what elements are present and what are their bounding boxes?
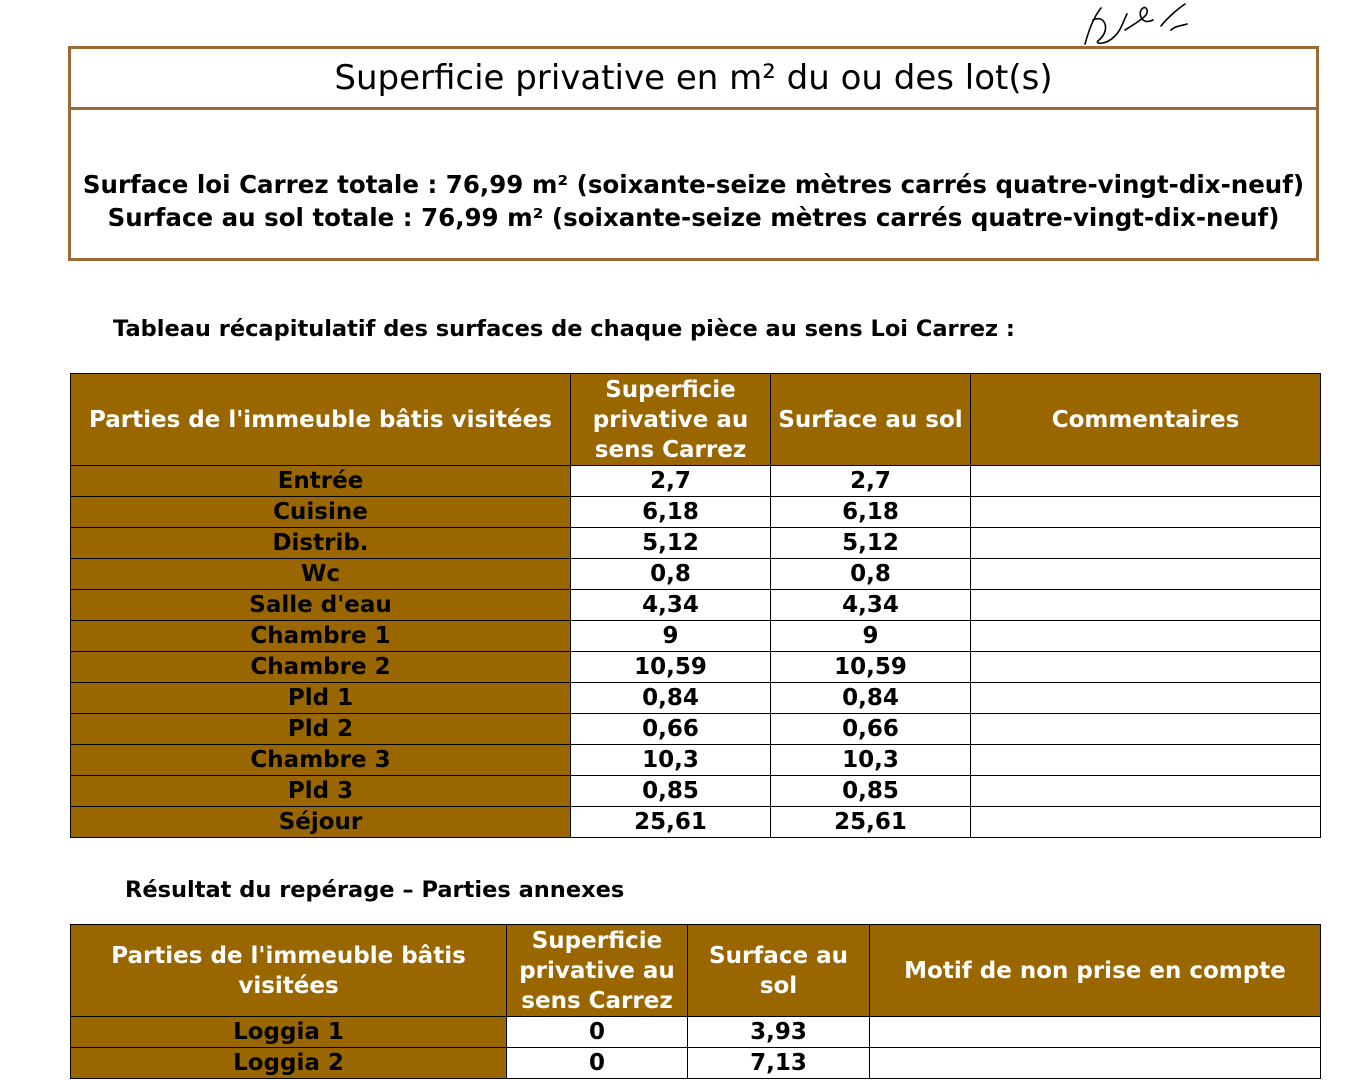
carrez-header-row (71, 374, 1321, 466)
room-name-cell: Wc (71, 559, 571, 590)
motif-cell (870, 1048, 1321, 1079)
carrez-cell: 0 (507, 1048, 688, 1079)
summary-body (71, 110, 1316, 234)
carrez-total-line: Surface loi Carrez totale : 76,99 m² (soixante-seize mètres carrés quatre-vingt-dix-neuf) (82, 170, 1305, 199)
table-row (71, 776, 1321, 807)
header-part: Parties de l'immeuble bâtis visitées (71, 925, 507, 1017)
header-part: Parties de l'immeuble bâtis visitées (71, 374, 571, 466)
comment-cell (971, 621, 1321, 652)
table-row (71, 590, 1321, 621)
carrez-cell: 0,8 (571, 559, 771, 590)
room-name-cell: Chambre 3 (71, 745, 571, 776)
header-carrez: Superficie privative au sens Carrez (571, 374, 771, 466)
comment-cell (971, 745, 1321, 776)
sol-cell: 6,18 (771, 497, 971, 528)
room-name-cell: Distrib. (71, 528, 571, 559)
table-row (71, 466, 1321, 497)
carrez-cell: 6,18 (571, 497, 771, 528)
header-sol: Surface au sol (771, 374, 971, 466)
room-name-cell: Loggia 1 (71, 1017, 507, 1048)
sol-cell: 4,34 (771, 590, 971, 621)
sol-cell: 2,7 (771, 466, 971, 497)
table-row (71, 807, 1321, 838)
carrez-cell: 0,66 (571, 714, 771, 745)
summary-box (68, 46, 1319, 261)
table-row (71, 1048, 1321, 1079)
comment-cell (971, 590, 1321, 621)
comment-cell (971, 497, 1321, 528)
table-row (71, 621, 1321, 652)
sol-cell: 25,61 (771, 807, 971, 838)
comment-cell (971, 683, 1321, 714)
sol-cell: 10,59 (771, 652, 971, 683)
room-name-cell: Chambre 2 (71, 652, 571, 683)
header-carrez: Superficie privative au sens Carrez (507, 925, 688, 1017)
carrez-table (70, 373, 1321, 838)
carrez-section-title: Tableau récapitulatif des surfaces de chaque pièce au sens Loi Carrez : (113, 316, 1015, 342)
table-row (71, 714, 1321, 745)
table-row (71, 745, 1321, 776)
comment-cell (971, 714, 1321, 745)
room-name-cell: Salle d'eau (71, 590, 571, 621)
annex-section-title: Résultat du repérage – Parties annexes (125, 877, 625, 903)
table-row (71, 683, 1321, 714)
comment-cell (971, 652, 1321, 683)
sol-cell: 0,8 (771, 559, 971, 590)
room-name-cell: Chambre 1 (71, 621, 571, 652)
sol-cell: 10,3 (771, 745, 971, 776)
comment-cell (971, 528, 1321, 559)
carrez-cell: 0 (507, 1017, 688, 1048)
annex-table (70, 924, 1321, 1079)
comment-cell (971, 559, 1321, 590)
carrez-cell: 25,61 (571, 807, 771, 838)
table-row (71, 559, 1321, 590)
room-name-cell: Cuisine (71, 497, 571, 528)
header-comment: Commentaires (971, 374, 1321, 466)
header-motif: Motif de non prise en compte (870, 925, 1321, 1017)
comment-cell (971, 807, 1321, 838)
table-row (71, 528, 1321, 559)
sol-cell: 5,12 (771, 528, 971, 559)
room-name-cell: Séjour (71, 807, 571, 838)
header-sol: Surface au sol (688, 925, 870, 1017)
signature-icon (1075, 0, 1190, 50)
sol-cell: 9 (771, 621, 971, 652)
carrez-cell: 0,84 (571, 683, 771, 714)
sol-cell: 0,84 (771, 683, 971, 714)
sol-cell: 3,93 (688, 1017, 870, 1048)
annex-header-row (71, 925, 1321, 1017)
summary-title: Superficie privative en m² du ou des lot(s) (71, 49, 1316, 110)
room-name-cell: Entrée (71, 466, 571, 497)
carrez-cell: 9 (571, 621, 771, 652)
sol-cell: 0,66 (771, 714, 971, 745)
table-row (71, 497, 1321, 528)
sol-cell: 0,85 (771, 776, 971, 807)
table-row (71, 1017, 1321, 1048)
carrez-cell: 0,85 (571, 776, 771, 807)
comment-cell (971, 776, 1321, 807)
sol-total-line: Surface au sol totale : 76,99 m² (soixante-seize mètres carrés quatre-vingt-dix-neuf) (107, 203, 1280, 232)
room-name-cell: Pld 1 (71, 683, 571, 714)
carrez-cell: 5,12 (571, 528, 771, 559)
table-row (71, 652, 1321, 683)
comment-cell (971, 466, 1321, 497)
carrez-cell: 4,34 (571, 590, 771, 621)
room-name-cell: Pld 2 (71, 714, 571, 745)
room-name-cell: Pld 3 (71, 776, 571, 807)
sol-cell: 7,13 (688, 1048, 870, 1079)
room-name-cell: Loggia 2 (71, 1048, 507, 1079)
carrez-cell: 10,59 (571, 652, 771, 683)
motif-cell (870, 1017, 1321, 1048)
carrez-cell: 10,3 (571, 745, 771, 776)
carrez-cell: 2,7 (571, 466, 771, 497)
